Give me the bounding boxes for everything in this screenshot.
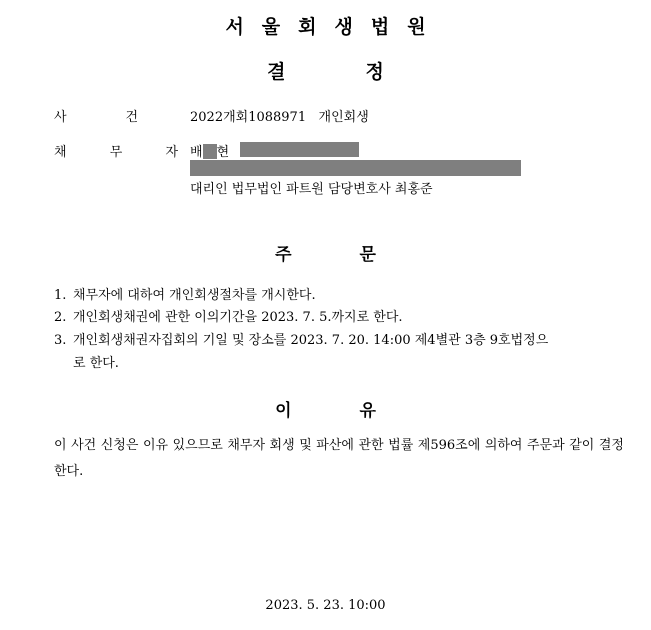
order-heading-char-2: 문 [359,245,376,265]
order-item-number: 3. [54,333,67,348]
case-label [54,106,138,125]
document-type-char-2: 정 [365,61,384,83]
reason-text: 이 사건 신청은 이유 있으므로 채무자 회생 및 파산에 관한 법률 제596조에 의하여 주문과 같이 결정한다. [54,438,624,479]
debtor-name [190,141,229,160]
case-type: 개인회생 [318,110,369,125]
reason-heading [0,396,651,421]
order-item-text: 채무자에 대하여 개인회생절차를 개시한다. [73,288,316,303]
document-type-heading [0,57,651,84]
order-item-1 [54,284,624,303]
order-item-number: 1. [54,288,67,303]
debtor-label-char-2: 무 [109,145,123,160]
debtor-address-redaction [190,160,521,176]
debtor-representative: 대리인 법무법인 파트원 담당변호사 최홍준 [190,182,433,197]
order-item-number: 2. [54,310,67,325]
order-item-3-continuation: 로 한다. [73,356,119,371]
order-item-text: 개인회생채권에 관한 이의기간을 2023. 7. 5.까지로 한다. [73,310,403,325]
debtor-label-char-3: 자 [165,145,178,160]
document-type-char-1: 결 [267,61,286,83]
reason-heading-char-1: 이 [275,401,292,421]
case-value [190,106,369,125]
debtor-label-char-1: 채 [54,145,67,160]
order-item-2 [54,306,624,325]
case-number: 2022개회1088971 [190,110,307,125]
reason-heading-char-2: 유 [359,401,376,421]
debtor-id-redaction [240,142,359,157]
debtor-label [54,141,178,160]
order-heading-char-1: 주 [275,245,292,265]
order-item-text: 개인회생채권자집회의 기일 및 장소를 2023. 7. 20. 14:00 제4별관 3층 9호법정으 [73,333,549,348]
issue-date: 2023. 5. 23. 10:00 [265,598,386,613]
debtor-name-redaction [203,144,217,159]
order-item-3 [54,329,624,348]
debtor-name-last: 현 [216,145,230,160]
case-label-char-1: 사 [54,110,67,125]
order-heading [0,240,651,265]
debtor-name-first: 배 [190,145,203,160]
case-label-char-2: 건 [125,110,138,125]
court-title: 서울회생법원 [225,16,444,38]
